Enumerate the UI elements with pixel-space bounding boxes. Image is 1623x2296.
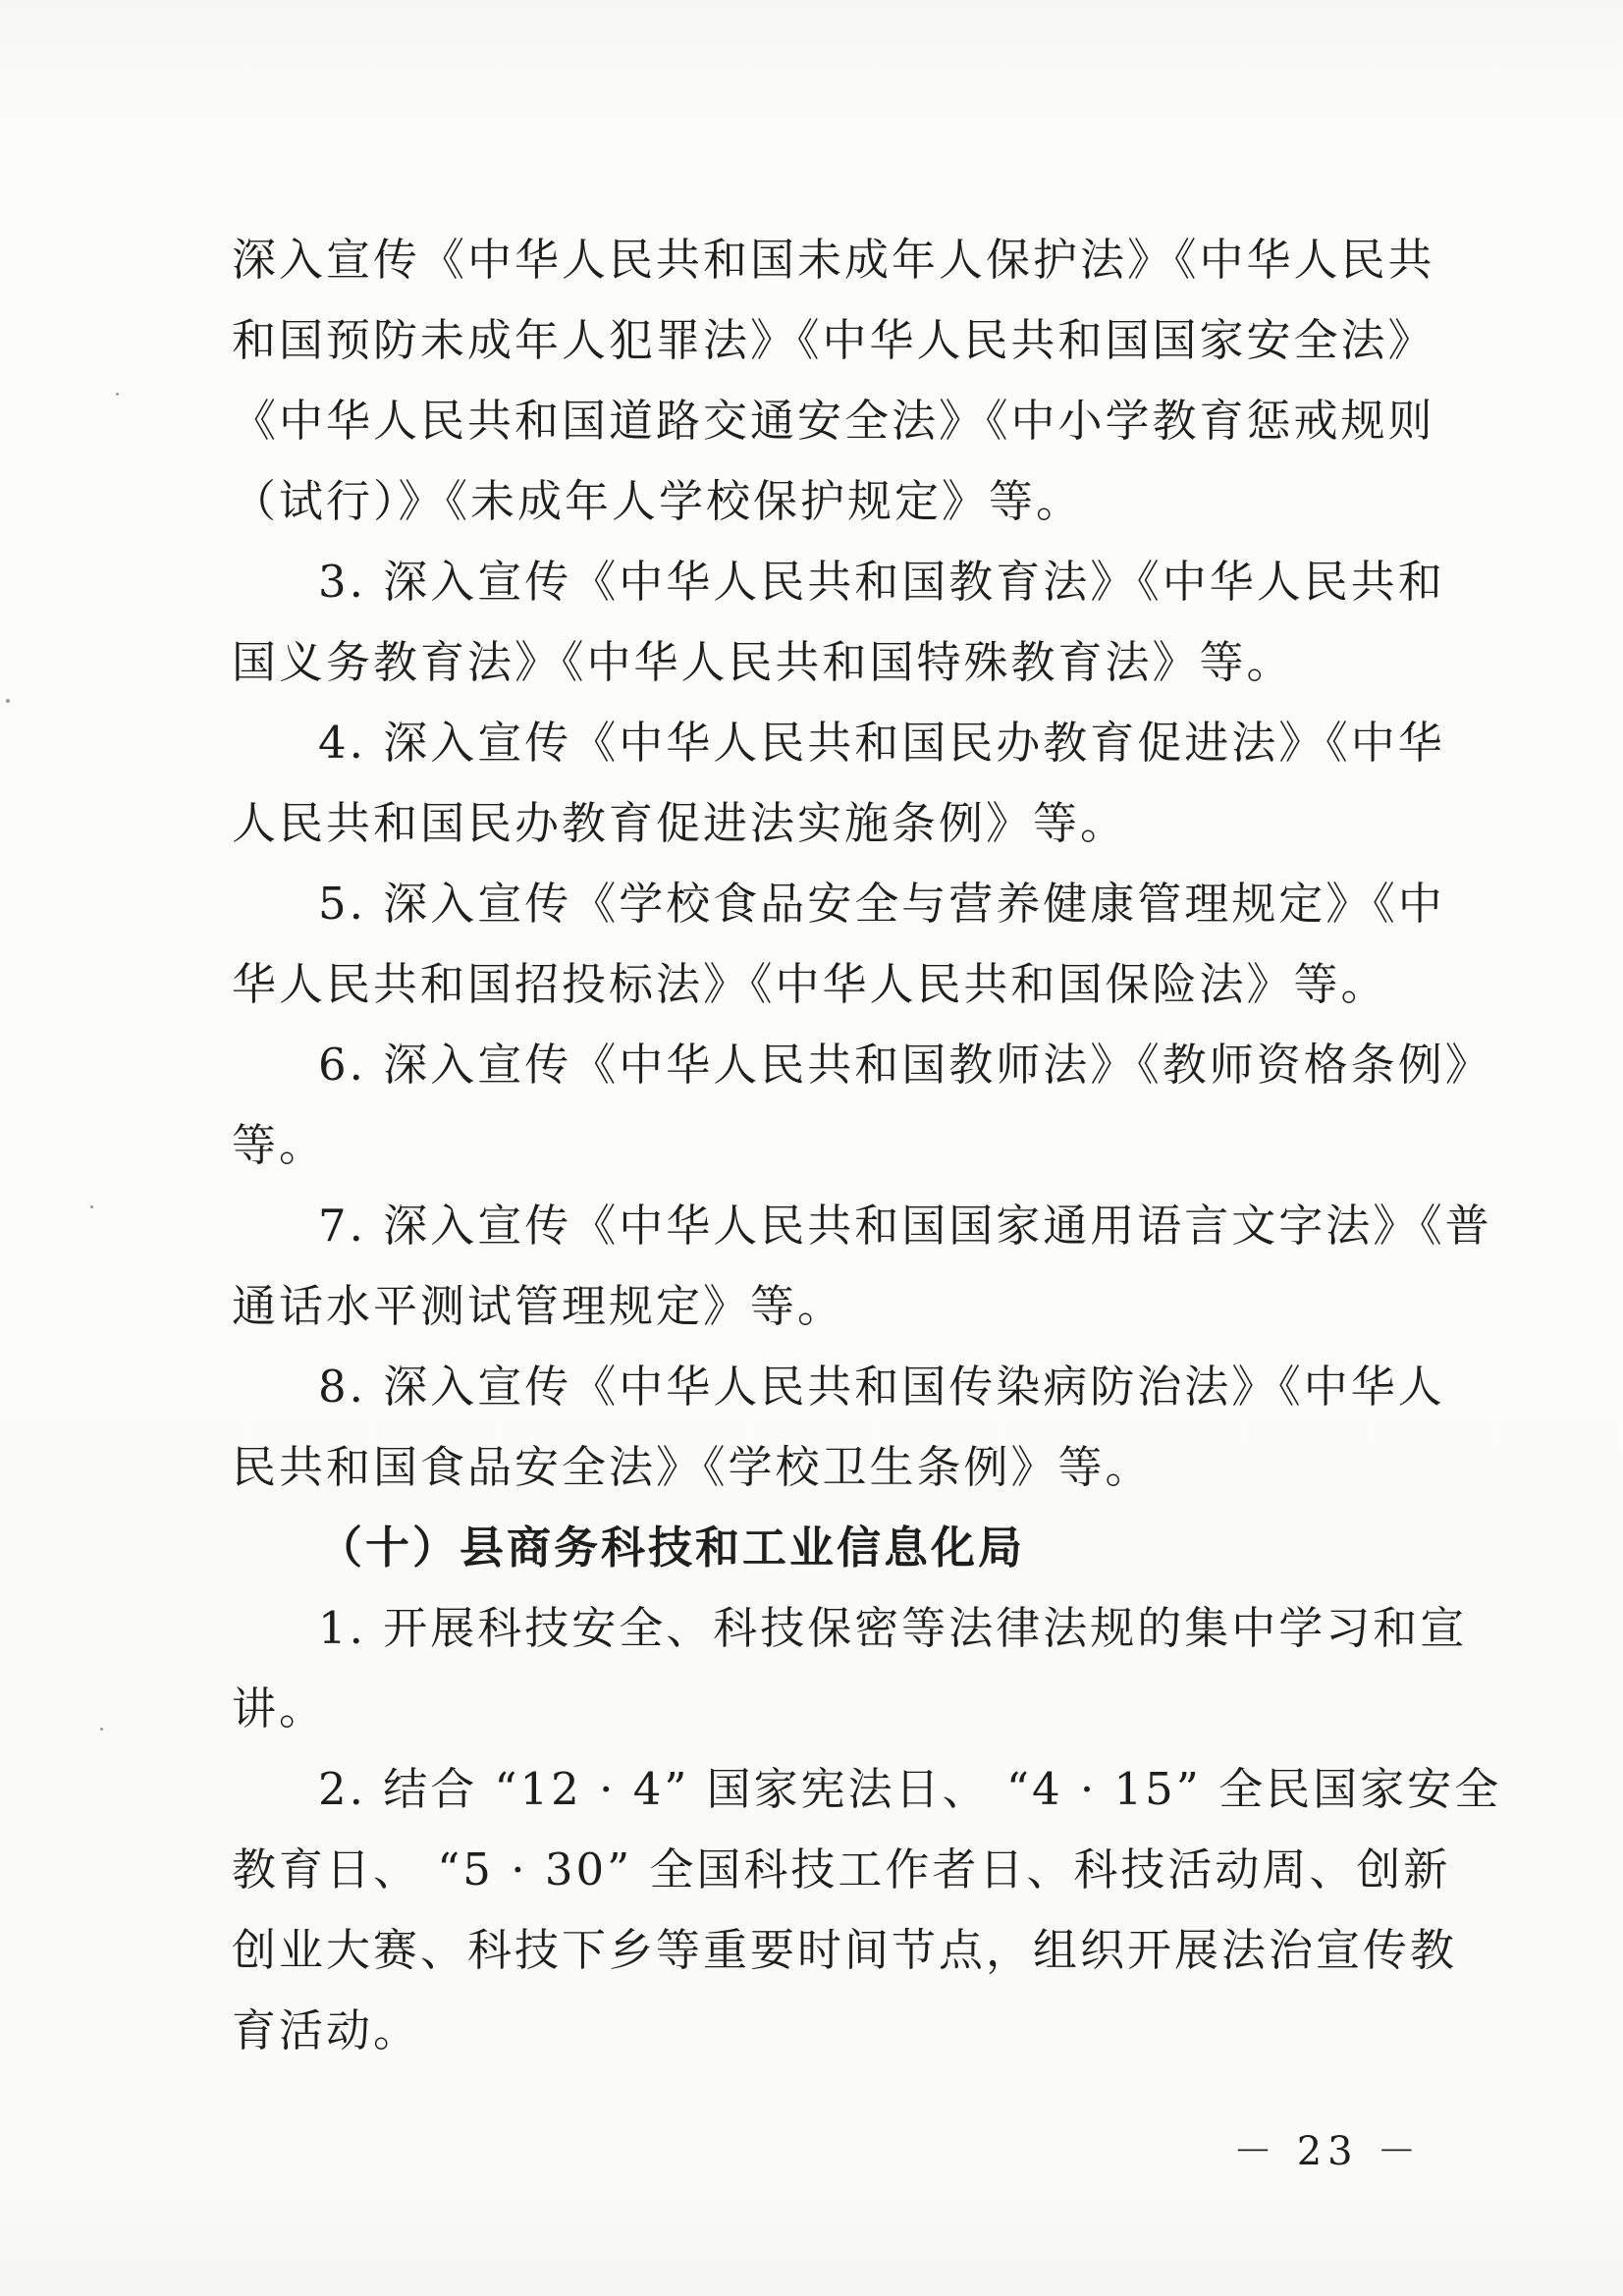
paragraph-3-start: 3. 深入宣传《中华人民共和国教育法》《中华人民共和 <box>318 556 1445 608</box>
section-heading: （十）县商务科技和工业信息化局 <box>318 1522 1026 1574</box>
text-line: （试行）》《未成年人学校保护规定》等。 <box>232 475 1084 527</box>
text-line: 育活动。 <box>232 2004 421 2056</box>
text-line: 教育日、 “5 · 30” 全国科技工作者日、科技活动周、创新 <box>232 1843 1451 1896</box>
paragraph-4-start: 4. 深入宣传《中华人民共和国民办教育促进法》《中华 <box>318 717 1445 769</box>
scan-speck <box>116 393 119 396</box>
text-line: 和国预防未成年人犯罪法》《中华人民共和国国家安全法》 <box>232 314 1435 366</box>
text-line: 讲。 <box>232 1682 327 1735</box>
paragraph-2-start: 2. 结合 “12 · 4” 国家宪法日、 “4 · 15” 全民国家安全 <box>318 1763 1502 1815</box>
text-line: 等。 <box>232 1119 327 1171</box>
paragraph-1-start: 1. 开展科技安全、科技保密等法律法规的集中学习和宣 <box>318 1602 1468 1654</box>
scan-speck <box>6 699 10 703</box>
scan-speck <box>100 1728 103 1731</box>
text-line: 民共和国食品安全法》《学校卫生条例》等。 <box>232 1441 1153 1493</box>
text-line: 《中华人民共和国道路交通安全法》《中小学教育惩戒规则 <box>232 395 1435 447</box>
text-line: 深入宣传《中华人民共和国未成年人保护法》《中华人民共 <box>232 234 1435 286</box>
page-number: － 23 － <box>1233 2129 1423 2174</box>
paragraph-8-start: 8. 深入宣传《中华人民共和国传染病防治法》《中华人 <box>318 1361 1445 1413</box>
text-line: 人民共和国民办教育促进法实施条例》等。 <box>232 797 1128 849</box>
paragraph-7-start: 7. 深入宣传《中华人民共和国国家通用语言文字法》《普 <box>318 1200 1492 1252</box>
text-line: 国义务教育法》《中华人民共和国特殊教育法》等。 <box>232 636 1294 688</box>
text-line: 创业大赛、科技下乡等重要时间节点，组织开展法治宣传教 <box>232 1924 1458 1976</box>
text-line: 华人民共和国招投标法》《中华人民共和国保险法》等。 <box>232 958 1388 1010</box>
paragraph-5-start: 5. 深入宣传《学校食品安全与营养健康管理规定》《中 <box>318 878 1445 930</box>
text-line: 通话水平测试管理规定》等。 <box>232 1280 845 1332</box>
scan-speck <box>90 1205 93 1208</box>
paragraph-6-start: 6. 深入宣传《中华人民共和国教师法》《教师资格条例》 <box>318 1039 1492 1091</box>
